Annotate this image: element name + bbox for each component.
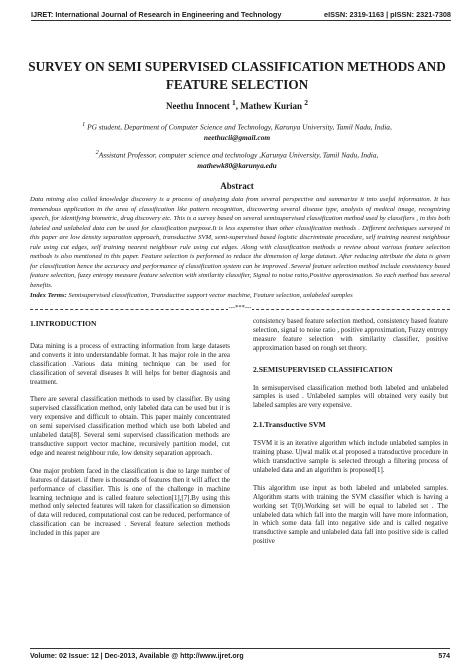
intro-paragraph-2: There are several classification methods to used by classifier. By using supervised classification method, only labeled data can be used but it is very expensive and difficult to obtain. This paper mainly concentrated on semi supervised classification method which use both labeled and unlabeled data[8]. Several semi supervised classification methods are transductive support vector machine, recursively partition model, cut edge and nearest neighbour rule, low density separation approach. <box>30 396 230 457</box>
affiliation-2-text: Assistant Professor, computer science and technology ,Karunya University, Tamil Nadu, India, <box>98 150 379 160</box>
page-number: 574 <box>438 653 450 660</box>
index-terms <box>30 292 450 299</box>
issn: eISSN: 2319-1163 | pISSN: 2321-7308 <box>324 10 451 19</box>
affiliation-1-mark: 1 <box>82 122 86 128</box>
author-separator: , <box>235 101 241 111</box>
title-line-1: SURVEY ON SEMI SUPERVISED CLASSIFICATION METHODS AND <box>28 59 446 74</box>
tsvm-paragraph-2: This algorithm use input as both labeled and unlabeled samples. Algorithm starts with training the SVM classifier which is having a working set T(0).Working set will be equal to labeled set . The unlabeled data which fall into the margin will have more information, in which some data fall into negative side and is called negative transductive sample and unlabeled data fall into positive side is called positive <box>253 484 448 546</box>
author-2: Mathew Kurian <box>240 101 302 111</box>
author-list <box>0 98 474 111</box>
separator-stars: ---***--- <box>228 304 252 311</box>
subsection-heading-tsvm: 2.1.Transductive SVM <box>253 420 326 430</box>
author-1-mark: 1 <box>232 98 236 107</box>
abstract-heading: Abstract <box>220 181 254 191</box>
left-column <box>30 320 230 539</box>
abstract-text: Data mining also called knowledge discovery is a process of analyzing data from several perspective and summarize it into useful information. It has tremendous application in the area of classification like pattern recognition, discovering several disease type, analysis of medical image, recognizing speech, for identifying biometric, drug discovery etc. This is a survey based on several semisupervised classification method used by classifiers , in this both labeled and unlabeled data can be used for classification purpose.It is less expensive than other classification methods . Different techniques surveyed in this paper are low density separation approach, transductive SVM, semi-supervised based logistic discriminate procedure, self training nearest neighbour rule using cut edges, self training nearest neighbour rule using cut edges. Along with classification methods a review about various feature selection methods is also mentioned in this paper. Feature selection is performed to reduce the dimension of large dataset. After reducing attribute the data is given for classification hence the accuracy and performance of classification system can be improved .Several feature selection method include consistency based feature selection, fuzzy entropy measure feature selection with similarity classifier, Signal to noise ratio,Positive approximation. So each method has several benefits. <box>30 196 450 289</box>
tsvm-paragraph-1: TSVM it is an iterative algorithm which include unlabeled samples in training phase. Ujwal malik et.al proposed a transductive procedure in which transductive sample is selected through a filtering process of unlabeled data and an algorithm is proposed[1]. <box>253 440 448 474</box>
index-terms-text: Semisupervised classification, Transductive support vector machine, Feature selection, unlabeled samples <box>66 292 353 299</box>
affiliation-1-text: PG student, Department of Computer Science and Technology, Karunya University, Tamil Nadu, India, <box>87 122 392 132</box>
paper-title <box>20 58 454 93</box>
right-column <box>253 318 448 547</box>
intro-paragraph-1: Data mining is a process of extracting information from large datasets and converts it into understandable format. It has major role in the area classification .Various data mining technique can be used for classification of several diseases It will helps for better diagnosis and treatment. <box>30 342 230 386</box>
title-line-2: FEATURE SELECTION <box>165 76 309 92</box>
intro-paragraph-continued: consistency based feature selection method, consistency based feature selection, signal to noise ratio , positive approximation, Fuzzy entropy measure feature selection with similarity classifier, positive approximation based on rough set theory. <box>253 318 448 352</box>
journal-name: IJRET: International Journal of Research in Engineering and Technology <box>31 10 282 19</box>
section-heading-semisupervised: 2.SEMISUPERVISED CLASSIFICATION <box>253 364 393 374</box>
section-separator <box>30 304 450 314</box>
running-footer <box>30 648 450 661</box>
running-header <box>31 8 451 21</box>
intro-paragraph-3: One major problem faced in the classification is due to large number of features of dataset. if there is thousands of features then it will affect the performance of classifier. This is one of the challenge in machine learning technique and is called feature selection[1],[7].By using this method only selected features will taken for classification so dimension of data will reduced, computational cost can be reduced, performance of classification can be increased . Several feature selection methods included in this paper are <box>30 467 230 538</box>
semisupervised-paragraph: In semisupervised classification method both labeled and unlabeled samples is used . Unlabeled samples will obtained very easily but labeled samples are very expensive. <box>253 384 448 410</box>
affiliation-2-email: mathewk80@karunya.edu <box>197 160 277 170</box>
section-heading-introduction: 1.INTRODUCTION <box>30 319 97 328</box>
affiliation-2-mark: 2 <box>95 150 99 156</box>
affiliation-2 <box>30 148 444 171</box>
author-1: Neethu Innocent <box>165 101 230 111</box>
index-terms-label: Index Terms: <box>30 292 67 299</box>
affiliation-1-email: neethucii@gmail.com <box>203 132 271 142</box>
volume-info: Volume: 02 Issue: 12 | Dec-2013, Available @ http://www.ijret.org <box>30 653 244 660</box>
affiliation-1 <box>30 120 444 143</box>
author-2-mark: 2 <box>304 98 308 107</box>
